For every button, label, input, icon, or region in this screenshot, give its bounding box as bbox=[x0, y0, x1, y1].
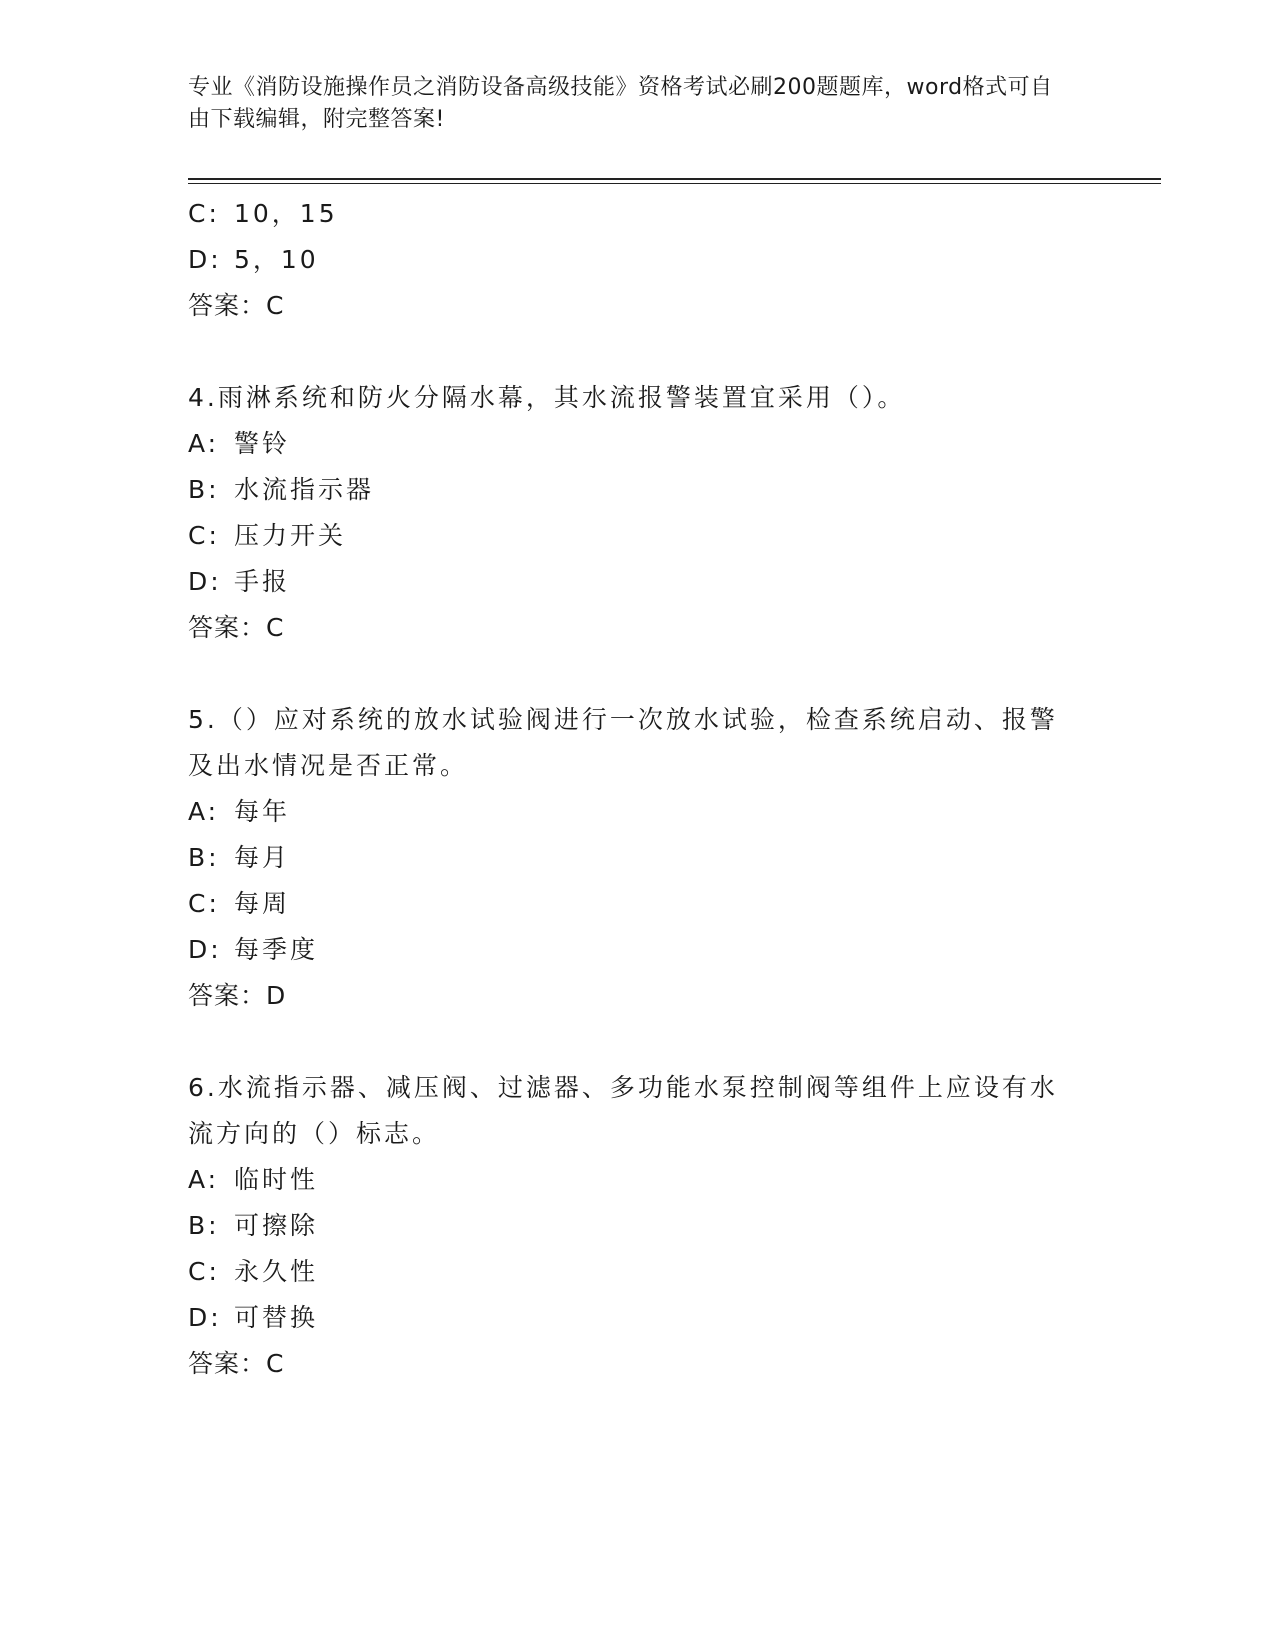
option-letter: D: bbox=[188, 245, 222, 274]
option-b bbox=[188, 835, 1068, 881]
question-block-5 bbox=[188, 697, 1068, 1019]
header-rule-thick bbox=[188, 178, 1161, 180]
option-text: 临时性 bbox=[234, 1165, 319, 1194]
option-c bbox=[188, 513, 1068, 559]
option-a bbox=[188, 789, 1068, 835]
option-d bbox=[188, 559, 1068, 605]
option-letter: B: bbox=[188, 475, 220, 504]
question-text: 5.（）应对系统的放水试验阀进行一次放水试验，检查系统启动、报警及出水情况是否正常。 bbox=[188, 705, 1058, 780]
option-d bbox=[188, 927, 1068, 973]
header-rule-thin bbox=[188, 183, 1161, 184]
option-letter: C: bbox=[188, 889, 220, 918]
answer-line: 答案：C bbox=[188, 613, 285, 642]
option-text: 可擦除 bbox=[234, 1211, 319, 1240]
option-letter: D: bbox=[188, 567, 222, 596]
option-text: 5，10 bbox=[234, 245, 319, 274]
option-c bbox=[188, 191, 1068, 237]
spacer bbox=[188, 329, 1068, 375]
answer-line: 答案：D bbox=[188, 981, 287, 1010]
option-letter: B: bbox=[188, 1211, 220, 1240]
option-c bbox=[188, 1249, 1068, 1295]
answer-line: 答案：C bbox=[188, 1349, 285, 1378]
option-text: 每年 bbox=[234, 797, 291, 826]
prev-question-block bbox=[188, 191, 1068, 329]
question-block-4 bbox=[188, 375, 1068, 651]
option-letter: D: bbox=[188, 1303, 222, 1332]
option-a bbox=[188, 1157, 1068, 1203]
option-letter: A: bbox=[188, 429, 220, 458]
option-d bbox=[188, 1295, 1068, 1341]
option-text: 警铃 bbox=[234, 429, 291, 458]
option-letter: C: bbox=[188, 199, 220, 228]
spacer bbox=[188, 651, 1068, 697]
option-text: 10，15 bbox=[234, 199, 338, 228]
option-text: 可替换 bbox=[234, 1303, 319, 1332]
question-text: 6.水流指示器、减压阀、过滤器、多功能水泵控制阀等组件上应设有水流方向的（）标志。 bbox=[188, 1073, 1058, 1148]
option-letter: C: bbox=[188, 1257, 220, 1286]
question-block-6 bbox=[188, 1065, 1068, 1387]
option-text: 每月 bbox=[234, 843, 291, 872]
option-a bbox=[188, 421, 1068, 467]
option-c bbox=[188, 881, 1068, 927]
option-text: 水流指示器 bbox=[234, 475, 375, 504]
question-text: 4.雨淋系统和防火分隔水幕，其水流报警装置宜采用（）。 bbox=[188, 383, 906, 412]
option-letter: C: bbox=[188, 521, 220, 550]
option-text: 压力开关 bbox=[234, 521, 347, 550]
option-b bbox=[188, 1203, 1068, 1249]
option-d bbox=[188, 237, 1068, 283]
option-text: 每季度 bbox=[234, 935, 319, 964]
option-letter: B: bbox=[188, 843, 220, 872]
option-b bbox=[188, 467, 1068, 513]
spacer bbox=[188, 1019, 1068, 1065]
question-list bbox=[188, 191, 1068, 1387]
option-letter: A: bbox=[188, 1165, 220, 1194]
document-header: 专业《消防设施操作员之消防设备高级技能》资格考试必刷200题题库，word格式可自由下载编辑，附完整答案! bbox=[188, 75, 1053, 132]
option-letter: D: bbox=[188, 935, 222, 964]
option-letter: A: bbox=[188, 797, 220, 826]
answer-line: 答案：C bbox=[188, 291, 285, 320]
option-text: 手报 bbox=[234, 567, 291, 596]
option-text: 每周 bbox=[234, 889, 291, 918]
option-text: 永久性 bbox=[234, 1257, 319, 1286]
